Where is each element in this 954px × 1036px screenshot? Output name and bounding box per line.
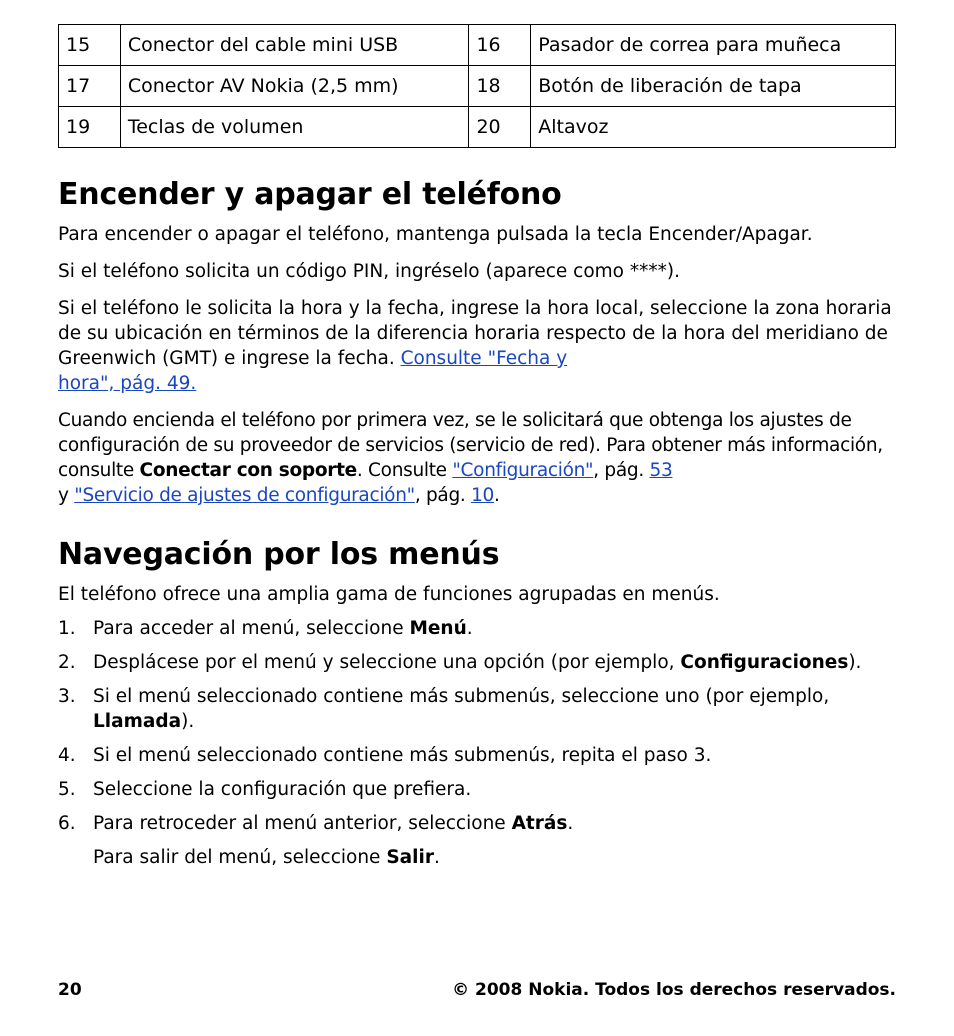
step-number: 4. bbox=[58, 745, 76, 766]
step-text: ). bbox=[848, 652, 862, 673]
step-text: Para retroceder al menú anterior, seleccione bbox=[93, 813, 512, 834]
part-description: Conector AV Nokia (2,5 mm) bbox=[120, 66, 469, 107]
link-date-time-page[interactable]: hora", pág. 49. bbox=[58, 373, 197, 394]
table-row bbox=[59, 107, 896, 148]
link-page-10[interactable]: 10 bbox=[471, 485, 495, 506]
menu-term: Salir bbox=[386, 847, 434, 868]
part-number: 17 bbox=[59, 66, 121, 107]
step-number: 6. bbox=[58, 813, 76, 834]
part-description: Botón de liberación de tapa bbox=[531, 66, 896, 107]
link-date-time[interactable]: Consulte "Fecha y bbox=[400, 348, 568, 369]
paragraph-text: , pág. bbox=[414, 485, 472, 506]
part-description: Teclas de volumen bbox=[120, 107, 469, 148]
steps-list bbox=[58, 616, 896, 836]
section-heading-menus: Navegación por los menús bbox=[58, 537, 500, 572]
paragraph bbox=[58, 408, 896, 508]
paragraph bbox=[58, 845, 896, 870]
paragraph: Para encender o apagar el teléfono, mantenga pulsada la tecla Encender/Apagar. bbox=[58, 224, 813, 245]
list-item bbox=[58, 743, 896, 768]
list-item bbox=[58, 650, 896, 675]
step-text: Seleccione la configuración que prefiera. bbox=[93, 779, 472, 800]
step-number: 5. bbox=[58, 779, 76, 800]
part-number: 16 bbox=[469, 25, 531, 66]
copyright-notice: © 2008 Nokia. Todos los derechos reservados. bbox=[452, 980, 896, 1000]
menu-term: Atrás bbox=[511, 813, 568, 834]
paragraph-text: . Consulte bbox=[356, 460, 453, 481]
page-number: 20 bbox=[58, 980, 82, 1000]
list-item bbox=[58, 777, 896, 802]
paragraph-text: . bbox=[494, 485, 500, 506]
paragraph: Si el teléfono solicita un código PIN, ingréselo (aparece como ****). bbox=[58, 261, 680, 282]
menu-term: Menú bbox=[409, 618, 467, 639]
step-text: Si el menú seleccionado contiene más submenús, seleccione uno (por ejemplo, bbox=[93, 686, 830, 707]
step-text: Para acceder al menú, seleccione bbox=[93, 618, 410, 639]
part-number: 19 bbox=[59, 107, 121, 148]
part-number: 20 bbox=[469, 107, 531, 148]
paragraph-text: Cuando encienda el teléfono por primera vez, se le solicitará que obtenga los ajustes de configuración de su proveedor de servicios (servicio de red). Para obtener más información, consulte bbox=[58, 410, 883, 481]
part-description: Conector del cable mini USB bbox=[120, 25, 469, 66]
list-item bbox=[58, 616, 896, 641]
list-item bbox=[58, 684, 896, 734]
link-configuration[interactable]: "Configuración" bbox=[452, 460, 594, 481]
step-text: . bbox=[567, 813, 574, 834]
part-number: 18 bbox=[469, 66, 531, 107]
link-page-53[interactable]: 53 bbox=[649, 460, 673, 481]
step-text: ). bbox=[181, 711, 195, 732]
part-description: Pasador de correa para muñeca bbox=[531, 25, 896, 66]
paragraph-text: Si el teléfono le solicita la hora y la fecha, ingrese la hora local, seleccione la zona horaria de su ubicación en términos de la diferencia horaria respecto de la hora del meridiano de Greenwich (GMT) e ingrese la fecha. bbox=[58, 298, 892, 369]
menu-term: Llamada bbox=[93, 711, 182, 732]
link-config-service[interactable]: "Servicio de ajustes de configuración" bbox=[74, 485, 415, 506]
part-number: 15 bbox=[59, 25, 121, 66]
page-content bbox=[58, 24, 896, 870]
step-number: 2. bbox=[58, 652, 76, 673]
step-number: 1. bbox=[58, 618, 76, 639]
paragraph: El teléfono ofrece una amplia gama de funciones agrupadas en menús. bbox=[58, 584, 720, 605]
table-row bbox=[59, 66, 896, 107]
paragraph-text: , pág. bbox=[593, 460, 650, 481]
step-text: . bbox=[433, 847, 440, 868]
part-description: Altavoz bbox=[531, 107, 896, 148]
step-number: 3. bbox=[58, 686, 76, 707]
table-row bbox=[59, 25, 896, 66]
step-text: Si el menú seleccionado contiene más submenús, repita el paso 3. bbox=[93, 745, 712, 766]
step-text: Desplácese por el menú y seleccione una opción (por ejemplo, bbox=[93, 652, 681, 673]
parts-table bbox=[58, 24, 896, 148]
menu-term: Configuraciones bbox=[680, 652, 849, 673]
section-heading-power: Encender y apagar el teléfono bbox=[58, 177, 562, 212]
list-item bbox=[58, 811, 896, 836]
paragraph-text: y bbox=[58, 485, 75, 506]
step-text: Para salir del menú, seleccione bbox=[93, 847, 387, 868]
paragraph bbox=[58, 296, 896, 396]
menu-term: Conectar con soporte bbox=[139, 460, 357, 481]
step-text: . bbox=[466, 618, 473, 639]
